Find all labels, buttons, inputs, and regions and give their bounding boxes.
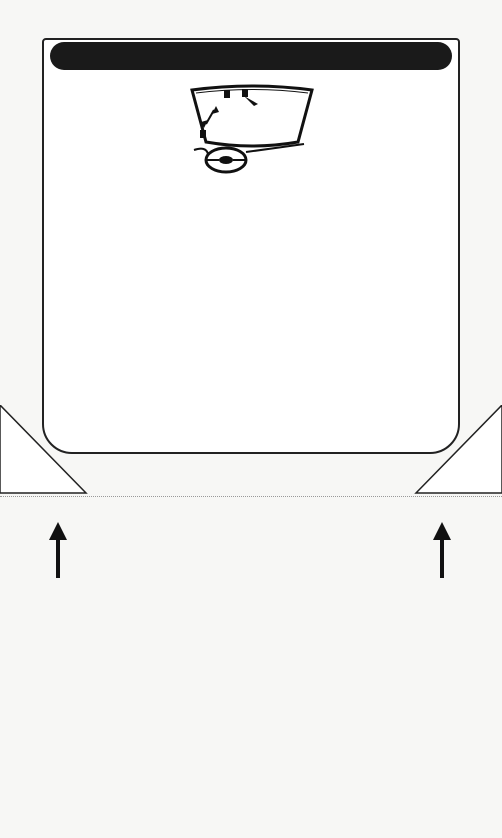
- arrow-up-right-icon: [432, 520, 452, 580]
- title-bar: [50, 42, 452, 70]
- main-panel: [42, 38, 460, 454]
- windscreen-illustration-icon: [186, 84, 318, 180]
- corner-right-icon: [410, 405, 502, 505]
- corner-left-icon: [0, 405, 100, 505]
- barcode-icon: [92, 700, 437, 768]
- perforation-line: [0, 496, 502, 497]
- arrow-up-left-icon: [48, 520, 68, 580]
